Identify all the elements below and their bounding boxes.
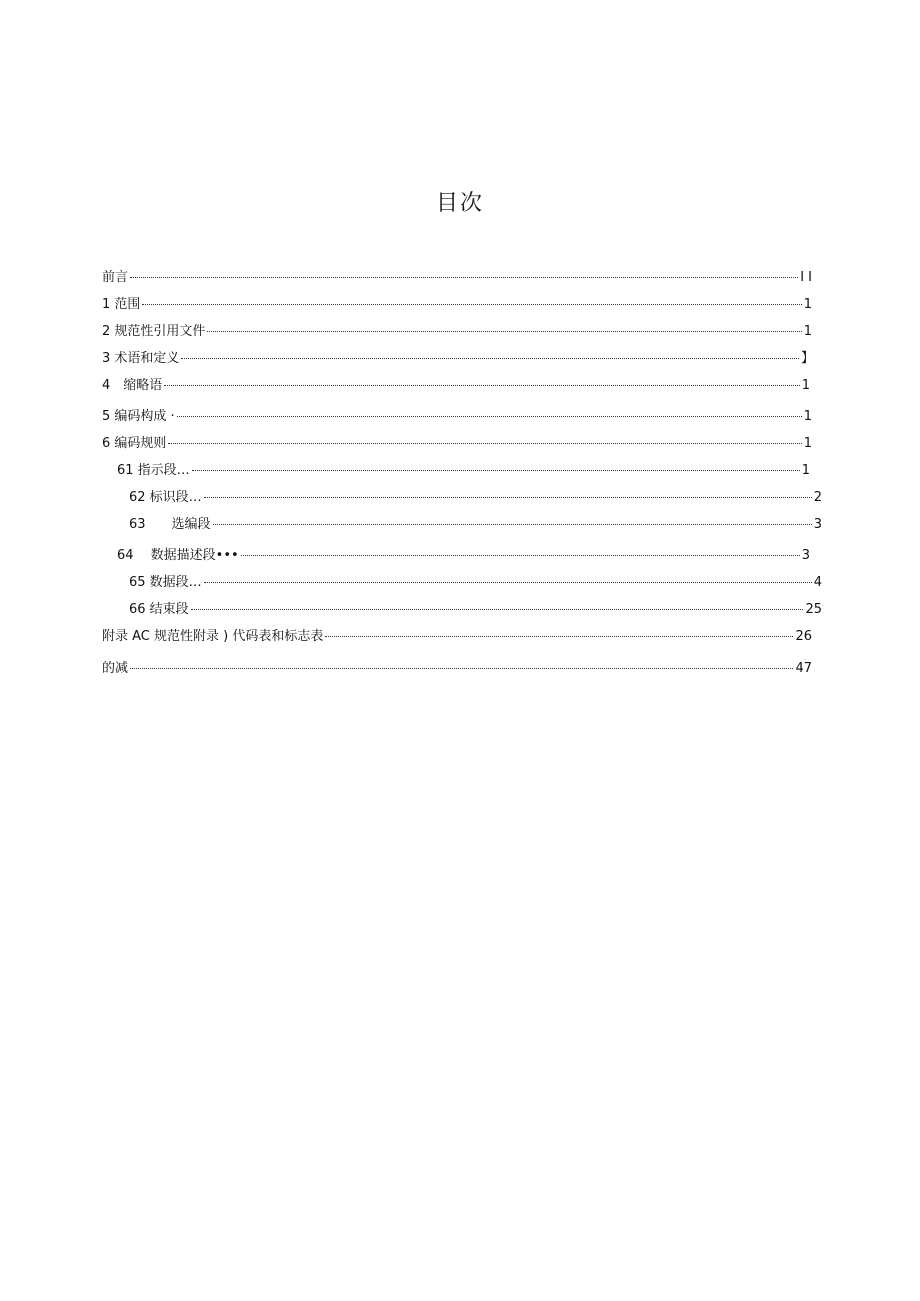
toc-entry-page: 1	[803, 297, 812, 312]
toc-entry[interactable]	[102, 625, 812, 643]
toc-entry-page: 1	[801, 463, 810, 478]
toc-dot-leader	[204, 497, 812, 498]
toc-entry[interactable]	[129, 513, 822, 531]
toc-entry-label: 4 缩略语	[102, 378, 163, 393]
toc-dot-leader	[325, 636, 793, 637]
toc-entry-label: 6 编码规则	[102, 436, 167, 451]
toc-entry-page: 4	[813, 575, 822, 590]
toc-entry[interactable]	[102, 293, 812, 311]
toc-entry[interactable]	[129, 598, 822, 616]
toc-entry-label: 1 范围	[102, 297, 141, 312]
toc-entry-label: 62 标识段…	[129, 490, 202, 505]
toc-entry[interactable]	[129, 486, 822, 504]
toc-entry-page: 25	[805, 602, 822, 617]
toc-entry[interactable]	[102, 432, 812, 450]
toc-entry[interactable]	[102, 374, 810, 392]
toc-entry[interactable]	[102, 320, 812, 338]
toc-dot-leader	[168, 443, 801, 444]
toc-entry-page: 1	[803, 436, 812, 451]
toc-dot-leader	[164, 385, 799, 386]
toc-entry-label: 64 数据描述段•••	[117, 548, 239, 563]
toc-entry-page: 3	[813, 517, 822, 532]
toc-entry-page: 47	[795, 661, 812, 676]
toc-entry[interactable]	[117, 459, 810, 477]
toc-entry-label: 5 编码构成 ·	[102, 409, 175, 424]
toc-entry[interactable]	[102, 266, 812, 284]
toc-dot-leader	[177, 416, 802, 417]
toc-entry-page: 26	[795, 629, 812, 644]
toc-entry[interactable]	[102, 347, 814, 365]
toc-entry-page: 】	[800, 351, 814, 366]
toc-entry-label: 65 数据段…	[129, 575, 202, 590]
toc-dot-leader	[213, 524, 812, 525]
toc-entry[interactable]	[117, 544, 810, 562]
toc-dot-leader	[181, 358, 799, 359]
toc-entry[interactable]	[102, 405, 812, 423]
toc-entry-label: 附录 AC 规范性附录 ) 代码表和标志表	[102, 629, 324, 644]
toc-entry-label: 3 术语和定义	[102, 351, 180, 366]
toc-entry-label: 2 规范性引用文件	[102, 324, 206, 339]
toc-dot-leader	[130, 668, 793, 669]
toc-entry-label: 前言	[102, 270, 129, 285]
toc-entry-label: 63 选编段	[129, 517, 211, 532]
toc-dot-leader	[207, 331, 801, 332]
toc-dot-leader	[130, 277, 798, 278]
toc-title: 目次	[435, 191, 484, 216]
toc-dot-leader	[204, 582, 812, 583]
toc-entry[interactable]	[102, 657, 812, 675]
toc-entry-page: 3	[801, 548, 810, 563]
toc-dot-leader	[241, 555, 800, 556]
toc-entry-label: 61 指示段…	[117, 463, 190, 478]
toc-entry-label: 66 结束段	[129, 602, 189, 617]
toc-entry-page: 2	[813, 490, 822, 505]
toc-entry-page: 1	[803, 324, 812, 339]
toc-entry-label: 的减	[102, 661, 129, 676]
toc-entry[interactable]	[129, 571, 822, 589]
toc-entry-page: 1	[801, 378, 810, 393]
toc-entry-page: I I	[800, 270, 812, 285]
toc-dot-leader	[191, 609, 804, 610]
toc-dot-leader	[192, 470, 800, 471]
toc-dot-leader	[142, 304, 801, 305]
toc-entry-page: 1	[803, 409, 812, 424]
